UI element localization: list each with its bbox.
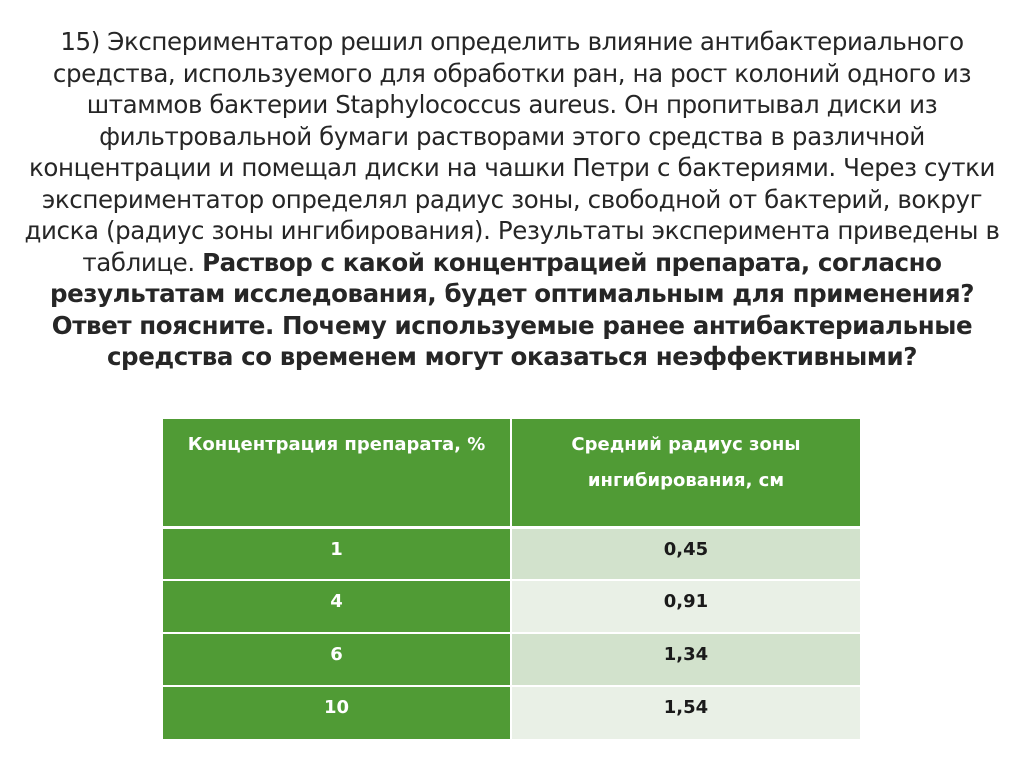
cell-radius: 0,91 — [511, 580, 860, 633]
cell-concentration: 6 — [163, 633, 511, 686]
results-table — [163, 419, 860, 739]
cell-radius: 1,54 — [511, 686, 860, 739]
table-row — [163, 527, 860, 580]
header-concentration: Концентрация препарата, % — [163, 419, 511, 527]
question-regular-text: 15) Экспериментатор решил определить влияние антибактериального средства, используемого для обработки ран, на рост колоний одного из штаммов бактерии Staphylococcus aureus. Он пропитывал диски из фильтровальной бумаги растворами этого средства в различной концентрации и помещал диски на чашки Петри с бактериями. Через сутки экспериментатор определял радиус зоны, свободной от бактерий, вокруг диска (радиус зоны ингибирования). Результаты эксперимента приведены в таблице. — [24, 27, 1000, 277]
table-row — [163, 686, 860, 739]
cell-concentration: 10 — [163, 686, 511, 739]
table-row — [163, 580, 860, 633]
cell-concentration: 1 — [163, 527, 511, 580]
question-text — [22, 26, 1002, 373]
question-bold-text: Раствор с какой концентрацией препарата, согласно результатам исследования, будет оптимальным для применения? Ответ поясните. Почему используемые ранее антибактериальные средства со временем могут оказаться неэффективными? — [49, 247, 975, 371]
table-row — [163, 633, 860, 686]
header-radius: Средний радиус зоны ингибирования, см — [511, 419, 860, 527]
table-header-row — [163, 419, 860, 527]
cell-radius: 1,34 — [511, 633, 860, 686]
cell-concentration: 4 — [163, 580, 511, 633]
cell-radius: 0,45 — [511, 527, 860, 580]
